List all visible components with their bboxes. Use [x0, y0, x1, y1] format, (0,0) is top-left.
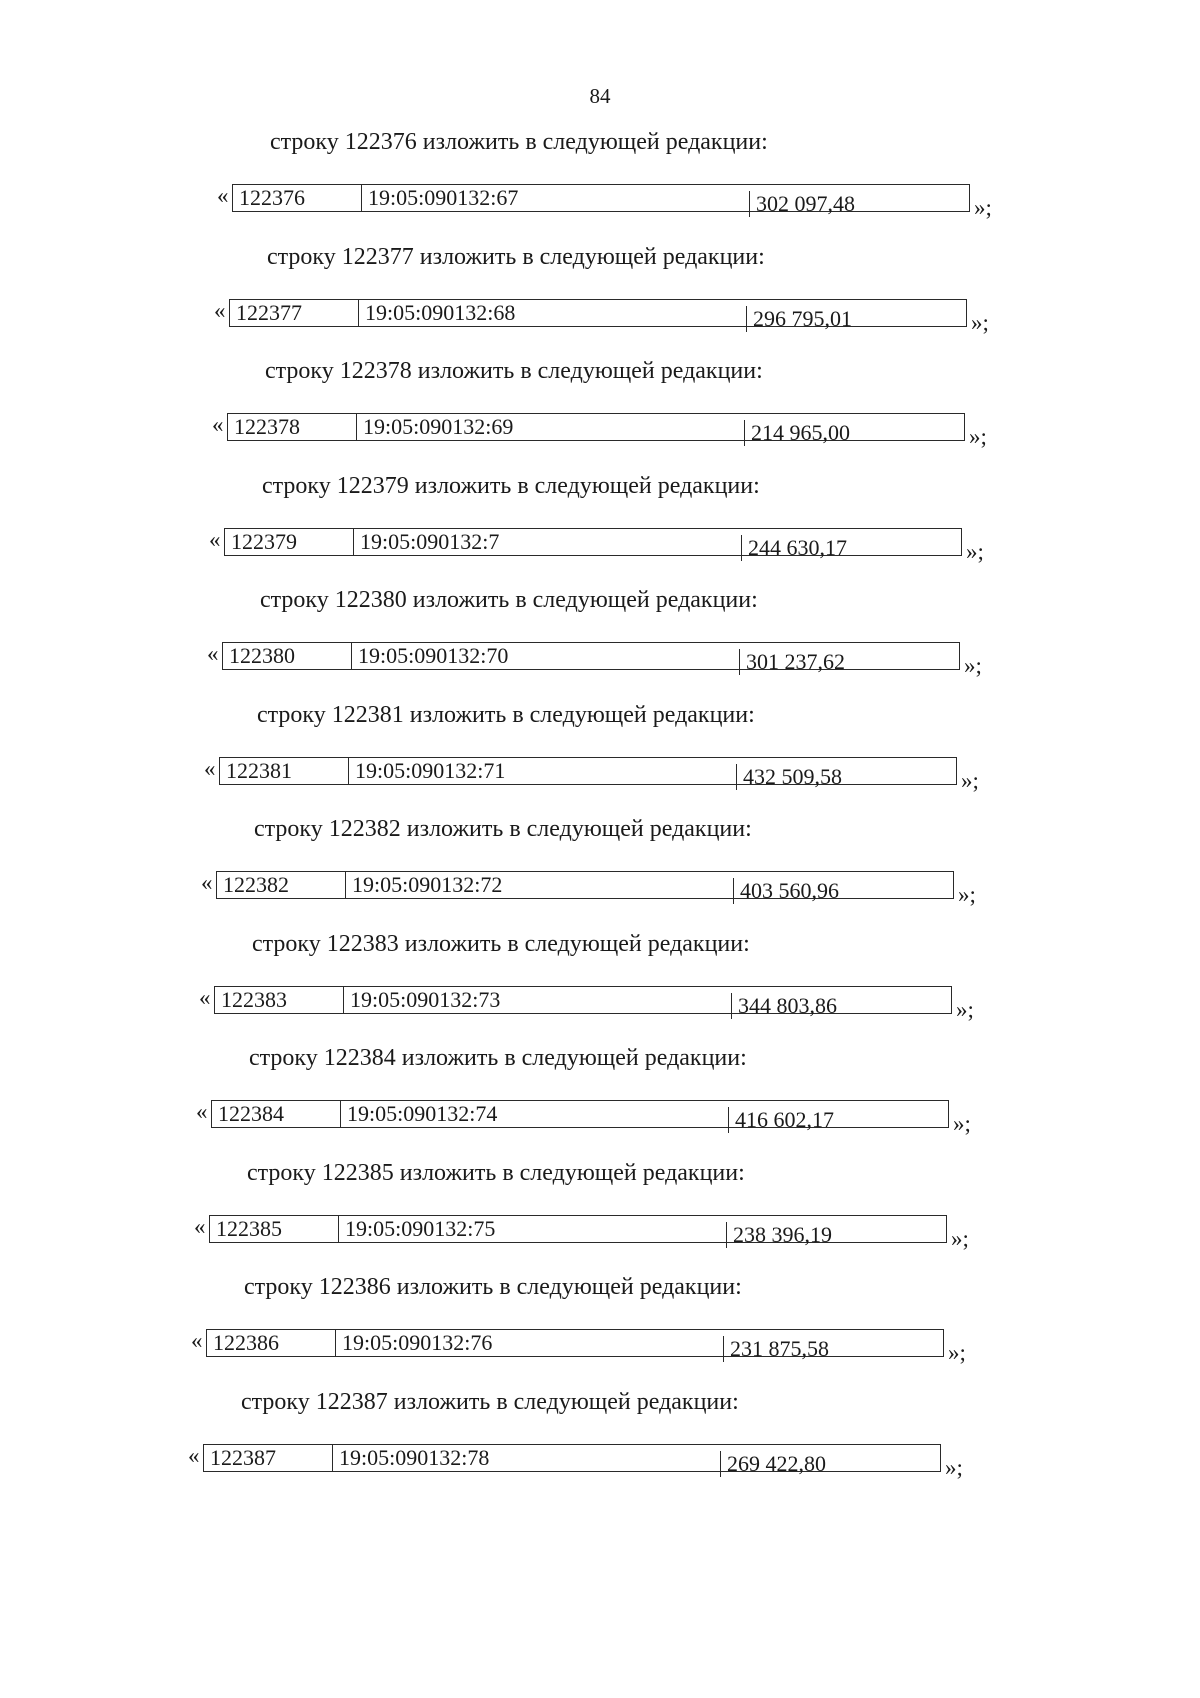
table-row [227, 413, 965, 445]
cadastral-value-cell: 301 237,62 [739, 649, 969, 675]
opening-quote: « [209, 527, 221, 552]
amendment-entry [0, 128, 1200, 238]
row-number-cell: 122383 [221, 987, 287, 1012]
amendment-entry [0, 701, 1200, 811]
opening-quote: « [196, 1099, 208, 1124]
amendment-instruction: строку 122379 изложить в следующей редакции: [262, 473, 760, 499]
amendment-instruction: строку 122384 изложить в следующей редакции: [249, 1045, 747, 1071]
opening-quote: « [207, 641, 219, 666]
cadastral-number-cell: 19:05:090132:72 [345, 872, 740, 898]
cadastral-number-cell: 19:05:090132:75 [338, 1216, 733, 1242]
opening-quote: « [214, 298, 226, 323]
cadastral-number-cell: 19:05:090132:67 [361, 185, 756, 211]
amendment-instruction: строку 122382 изложить в следующей редакции: [254, 816, 752, 842]
row-number-cell: 122376 [239, 185, 305, 210]
opening-quote: « [201, 870, 213, 895]
opening-quote: « [188, 1443, 200, 1468]
cadastral-number-cell: 19:05:090132:71 [348, 758, 743, 784]
amendment-instruction: строку 122386 изложить в следующей редакции: [244, 1274, 742, 1300]
opening-quote: « [212, 412, 224, 437]
row-number-cell: 122381 [226, 758, 292, 783]
amendment-entry [0, 357, 1200, 467]
cadastral-value-cell: 238 396,19 [726, 1222, 956, 1248]
cadastral-number-cell: 19:05:090132:70 [351, 643, 746, 669]
row-number-cell: 122382 [223, 872, 289, 897]
closing-quote: »; [961, 768, 979, 793]
opening-quote: « [217, 183, 229, 208]
row-number-cell: 122380 [229, 643, 295, 668]
table-row [219, 757, 957, 789]
cadastral-value-cell: 214 965,00 [744, 420, 974, 446]
table-row [216, 871, 954, 903]
closing-quote: »; [966, 539, 984, 564]
row-number-cell: 122385 [216, 1216, 282, 1241]
table-row [222, 642, 960, 674]
table-row [203, 1444, 941, 1476]
amendment-entry [0, 1388, 1200, 1498]
cadastral-number-cell: 19:05:090132:78 [332, 1445, 727, 1471]
row-number-cell: 122386 [213, 1330, 279, 1355]
table-row [214, 986, 952, 1018]
closing-quote: »; [953, 1111, 971, 1136]
row-number-cell: 122387 [210, 1445, 276, 1470]
amendment-entry [0, 1159, 1200, 1269]
cadastral-value-cell: 344 803,86 [731, 993, 961, 1019]
amendment-instruction: строку 122380 изложить в следующей редакции: [260, 587, 758, 613]
amendment-instruction: строку 122378 изложить в следующей редакции: [265, 358, 763, 384]
cadastral-value-cell: 231 875,58 [723, 1336, 953, 1362]
cadastral-value-cell: 416 602,17 [728, 1107, 958, 1133]
row-number-cell: 122384 [218, 1101, 284, 1126]
closing-quote: »; [948, 1340, 966, 1365]
amendment-entry [0, 930, 1200, 1040]
cadastral-number-cell: 19:05:090132:69 [356, 414, 751, 440]
cadastral-number-cell: 19:05:090132:73 [343, 987, 738, 1013]
table-row [224, 528, 962, 560]
amendment-instruction: строку 122385 изложить в следующей редакции: [247, 1160, 745, 1186]
amendment-instruction: строку 122387 изложить в следующей редакции: [241, 1389, 739, 1415]
closing-quote: »; [964, 653, 982, 678]
cadastral-value-cell: 302 097,48 [749, 191, 979, 217]
amendment-entry [0, 1273, 1200, 1383]
cadastral-number-cell: 19:05:090132:68 [358, 300, 753, 326]
cadastral-value-cell: 296 795,01 [746, 306, 976, 332]
amendment-instruction: строку 122377 изложить в следующей редакции: [267, 244, 765, 270]
cadastral-number-cell: 19:05:090132:76 [335, 1330, 730, 1356]
opening-quote: « [204, 756, 216, 781]
amendment-entry [0, 472, 1200, 582]
opening-quote: « [191, 1328, 203, 1353]
closing-quote: »; [956, 997, 974, 1022]
row-number-cell: 122378 [234, 414, 300, 439]
closing-quote: »; [958, 882, 976, 907]
table-row [206, 1329, 944, 1361]
closing-quote: »; [969, 424, 987, 449]
cadastral-value-cell: 403 560,96 [733, 878, 963, 904]
amendment-entry [0, 1044, 1200, 1154]
opening-quote: « [199, 985, 211, 1010]
opening-quote: « [194, 1214, 206, 1239]
row-number-cell: 122377 [236, 300, 302, 325]
row-number-cell: 122379 [231, 529, 297, 554]
closing-quote: »; [971, 310, 989, 335]
amendment-entry [0, 586, 1200, 696]
table-row [209, 1215, 947, 1247]
closing-quote: »; [951, 1226, 969, 1251]
closing-quote: »; [945, 1455, 963, 1480]
amendment-instruction: строку 122383 изложить в следующей редакции: [252, 931, 750, 957]
cadastral-value-cell: 244 630,17 [741, 535, 971, 561]
cadastral-number-cell: 19:05:090132:7 [353, 529, 748, 555]
cadastral-value-cell: 269 422,80 [720, 1451, 950, 1477]
amendment-instruction: строку 122376 изложить в следующей редакции: [270, 129, 768, 155]
cadastral-number-cell: 19:05:090132:74 [340, 1101, 735, 1127]
amendment-entry [0, 815, 1200, 925]
cadastral-value-cell: 432 509,58 [736, 764, 966, 790]
closing-quote: »; [974, 195, 992, 220]
amendment-instruction: строку 122381 изложить в следующей редакции: [257, 702, 755, 728]
table-row [211, 1100, 949, 1132]
table-row [232, 184, 970, 216]
amendment-entry [0, 243, 1200, 353]
page-number: 84 [589, 84, 611, 108]
table-row [229, 299, 967, 331]
